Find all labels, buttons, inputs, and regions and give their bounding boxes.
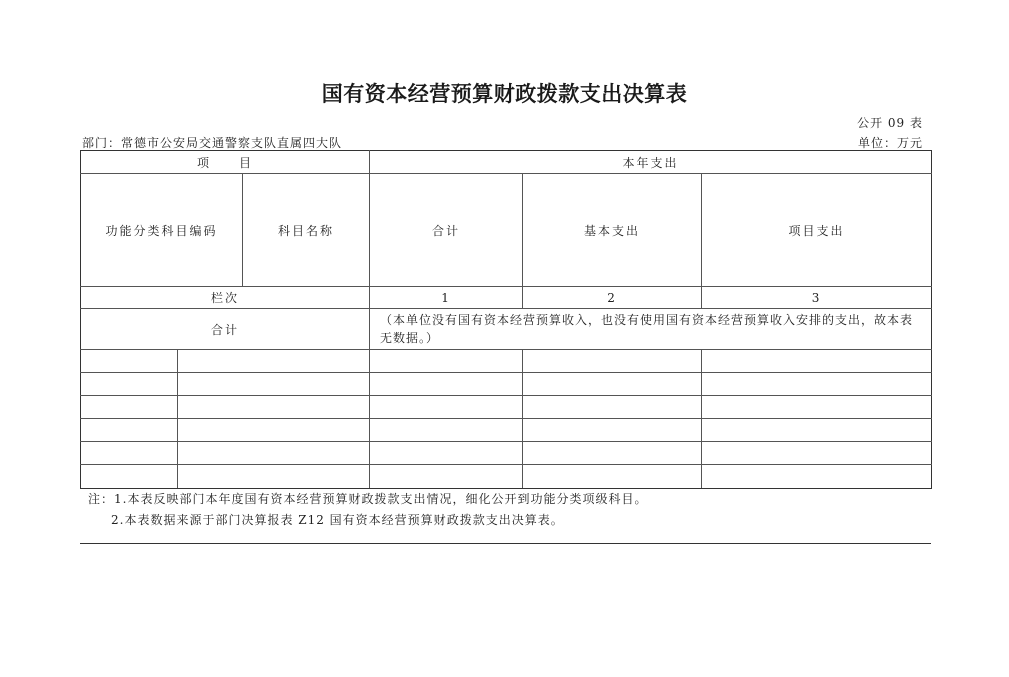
unit-label: 单位：万元 bbox=[857, 136, 923, 150]
column-number-1: 1 bbox=[370, 287, 523, 309]
footnote-2: 2.本表数据来源于部门决算报表 Z12 国有资本经营预算财政拨款支出决算表。 bbox=[111, 513, 564, 527]
table-cell bbox=[370, 465, 523, 489]
header-row-1 bbox=[81, 151, 932, 174]
table-cell bbox=[370, 419, 523, 442]
total-row bbox=[81, 309, 932, 350]
table-cell bbox=[81, 396, 178, 419]
table-cell bbox=[178, 465, 370, 489]
column-number-row bbox=[81, 287, 932, 309]
col-header-code: 功能分类科目编码 bbox=[81, 174, 243, 287]
col-header-name: 科目名称 bbox=[243, 174, 370, 287]
header-row-2 bbox=[81, 174, 932, 287]
table-cell bbox=[178, 419, 370, 442]
page-title: 国有资本经营预算财政拨款支出决算表 bbox=[321, 81, 688, 106]
table-cell bbox=[178, 350, 370, 373]
table-cell bbox=[178, 442, 370, 465]
table-cell bbox=[523, 442, 702, 465]
table-cell bbox=[81, 419, 178, 442]
department-label: 部门：常德市公安局交通警察支队直属四大队 bbox=[82, 136, 343, 150]
bottom-divider bbox=[80, 543, 931, 544]
table-cell bbox=[702, 465, 932, 489]
table-row bbox=[81, 419, 932, 442]
header-current-year: 本年支出 bbox=[370, 151, 932, 174]
no-data-note: （本单位没有国有资本经营预算收入，也没有使用国有资本经营预算收入安排的支出，故本表无数据。） bbox=[370, 309, 932, 350]
table-cell bbox=[523, 419, 702, 442]
footnotes bbox=[88, 489, 647, 531]
table-cell bbox=[81, 442, 178, 465]
table-row bbox=[81, 465, 932, 489]
table-cell bbox=[81, 350, 178, 373]
table-row bbox=[81, 373, 932, 396]
table-cell bbox=[370, 350, 523, 373]
header-project: 项 目 bbox=[81, 151, 370, 174]
footnote-1: 注：1.本表反映部门本年度国有资本经营预算财政拨款支出情况，细化公开到功能分类项级科目。 bbox=[88, 492, 648, 506]
column-number-2: 2 bbox=[523, 287, 702, 309]
table-cell bbox=[81, 465, 178, 489]
table-row bbox=[81, 442, 932, 465]
table-cell bbox=[370, 396, 523, 419]
table-cell bbox=[523, 350, 702, 373]
expenditure-table bbox=[80, 150, 932, 489]
table-cell bbox=[702, 442, 932, 465]
table-cell bbox=[523, 373, 702, 396]
table-cell bbox=[702, 396, 932, 419]
table-cell bbox=[702, 350, 932, 373]
col-header-total: 合计 bbox=[370, 174, 523, 287]
table-cell bbox=[523, 396, 702, 419]
table-cell bbox=[523, 465, 702, 489]
column-number-label: 栏次 bbox=[81, 287, 370, 309]
table-cell bbox=[178, 396, 370, 419]
table-row bbox=[81, 396, 932, 419]
total-label: 合计 bbox=[81, 309, 370, 350]
table-cell bbox=[370, 442, 523, 465]
table-cell bbox=[81, 373, 178, 396]
table-cell bbox=[178, 373, 370, 396]
table-row bbox=[81, 350, 932, 373]
col-header-basic: 基本支出 bbox=[523, 174, 702, 287]
table-cell bbox=[702, 373, 932, 396]
column-number-3: 3 bbox=[702, 287, 932, 309]
col-header-project: 项目支出 bbox=[702, 174, 932, 287]
form-number: 公开 09 表 bbox=[857, 116, 923, 130]
table-cell bbox=[702, 419, 932, 442]
table-cell bbox=[370, 373, 523, 396]
